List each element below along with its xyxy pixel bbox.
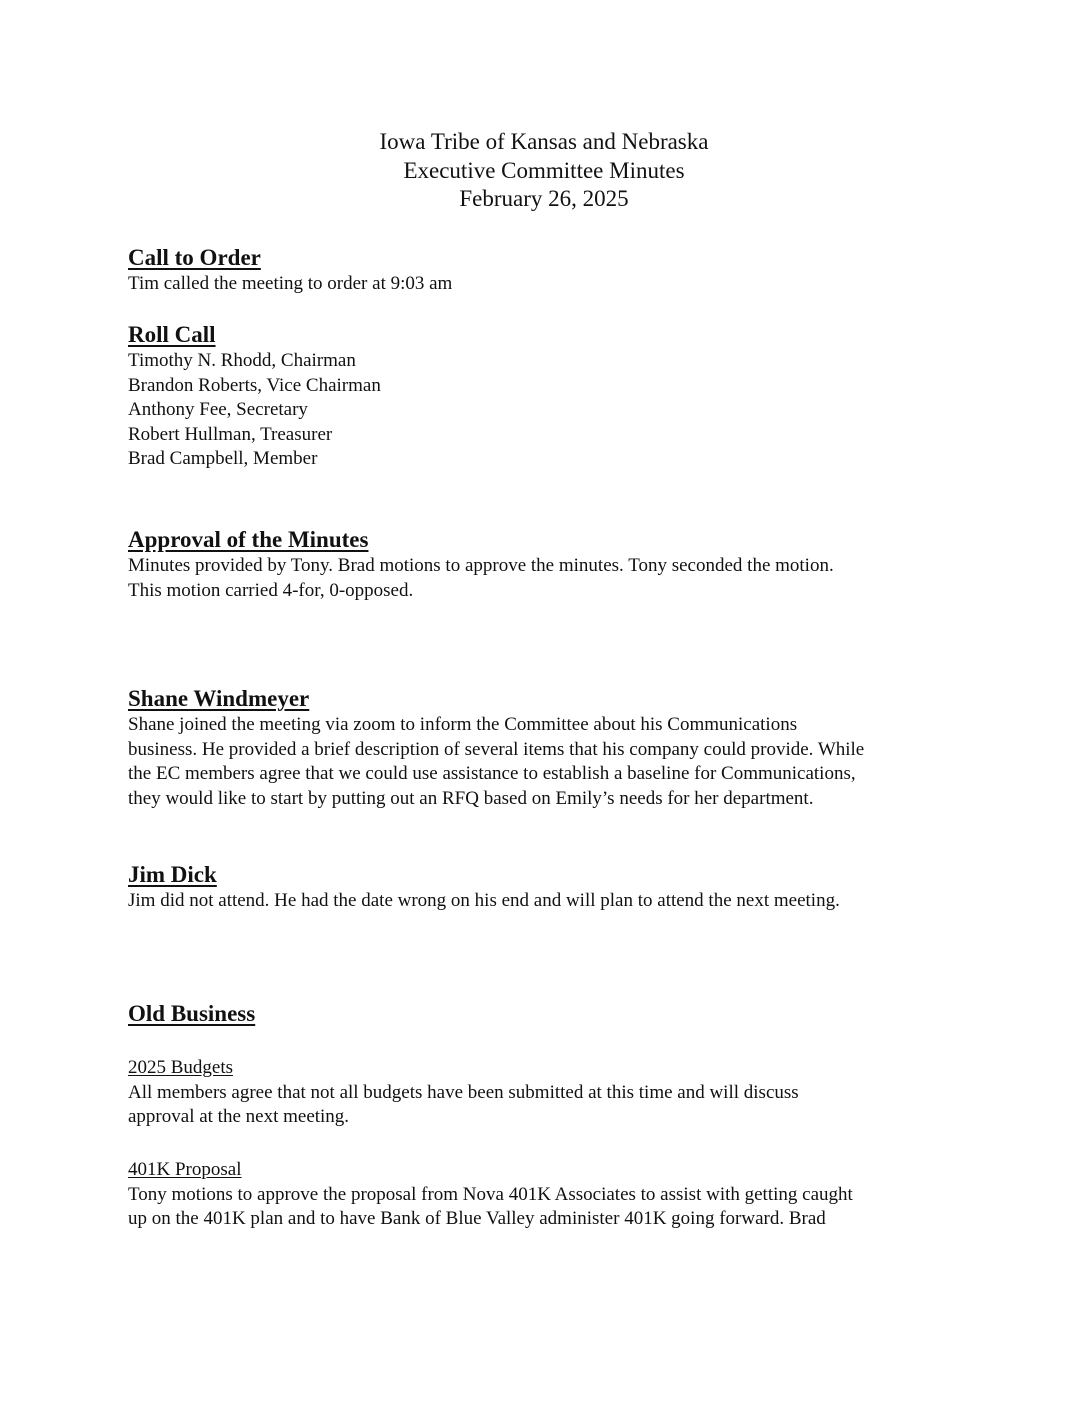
subsection-text-line: Tony motions to approve the proposal from Nova 401K Associates to assist with getting caught [128, 1183, 853, 1205]
section-text-line: they would like to start by putting out an RFQ based on Emily’s needs for her department. [128, 787, 814, 809]
roll-call-member: Robert Hullman, Treasurer [128, 423, 333, 445]
section-text-line: Minutes provided by Tony. Brad motions to approve the minutes. Tony seconded the motion. [128, 555, 834, 576]
organization-name: Iowa Tribe of Kansas and Nebraska [379, 129, 709, 154]
subsection-title: 401K Proposal [128, 1159, 242, 1180]
old-business-item-2025-budgets [128, 1056, 968, 1130]
roll-call-member: Anthony Fee, Secretary [128, 399, 308, 421]
section-text-line: the EC members agree that we could use assistance to establish a baseline for Communications, [128, 763, 856, 785]
old-business-item-401k-proposal [128, 1158, 968, 1232]
section-jim-dick [128, 861, 968, 914]
document-header [0, 128, 1088, 214]
section-heading: Roll Call [128, 322, 216, 347]
section-shane-windmeyer [128, 685, 968, 811]
subsection-text-line: approval at the next meeting. [128, 1106, 350, 1128]
meeting-date: February 26, 2025 [459, 186, 629, 211]
section-heading: Approval of the Minutes [128, 527, 369, 552]
section-text-line: Shane joined the meeting via zoom to inform the Committee about his Communications [128, 714, 798, 735]
section-text-line: business. He provided a brief description of several items that his company could provide. While [128, 738, 865, 760]
section-text: Jim did not attend. He had the date wrong on his end and will plan to attend the next meeting. [128, 890, 840, 911]
document-title: Executive Committee Minutes [403, 157, 685, 183]
subsection-text-line: All members agree that not all budgets have been submitted at this time and will discuss [128, 1081, 799, 1103]
section-old-business [128, 1000, 968, 1028]
roll-call-member: Timothy N. Rhodd, Chairman [128, 350, 356, 371]
section-text: Tim called the meeting to order at 9:03 am [128, 273, 453, 294]
roll-call-member: Brandon Roberts, Vice Chairman [128, 374, 381, 396]
section-heading: Call to Order [128, 245, 261, 270]
section-heading: Old Business [128, 1001, 256, 1026]
section-heading: Shane Windmeyer [128, 686, 310, 711]
section-call-to-order [128, 244, 968, 297]
section-heading: Jim Dick [128, 862, 217, 887]
section-roll-call [128, 321, 968, 472]
section-approval-of-minutes [128, 526, 968, 603]
subsection-title: 2025 Budgets [128, 1057, 234, 1078]
subsection-text-line: up on the 401K plan and to have Bank of Blue Valley administer 401K going forward. Brad [128, 1208, 826, 1230]
roll-call-member: Brad Campbell, Member [128, 448, 318, 470]
section-text-line: This motion carried 4-for, 0-opposed. [128, 579, 414, 601]
